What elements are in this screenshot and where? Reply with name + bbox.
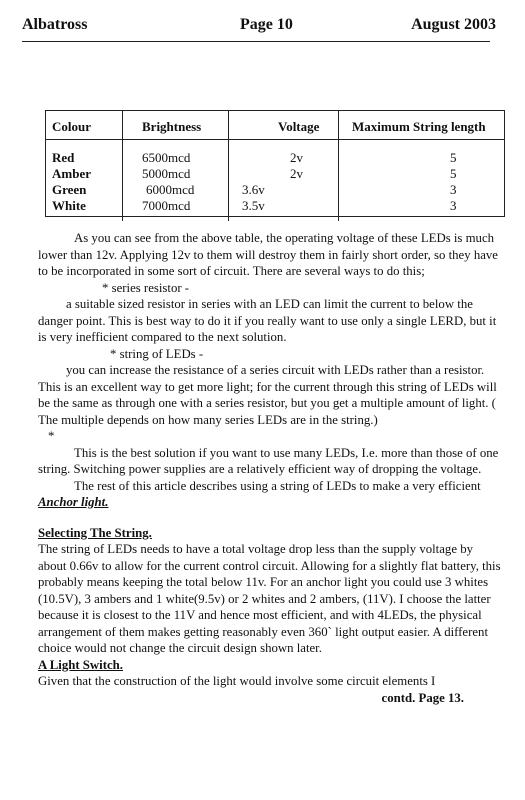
table-row — [46, 198, 504, 214]
publication-title: Albatross — [22, 16, 88, 33]
table-cell: Green — [52, 182, 87, 197]
page-header — [22, 16, 496, 40]
paragraph — [38, 478, 504, 511]
header-rule — [22, 41, 490, 42]
paragraph: you can increase the resistance of a series circuit with LEDs rather than a resistor. This is an excellent way to get more light; for the current through this string of LEDs will be the same as through one with a series resistor, but you get a multiple amount of light. ( The multiple depends on how many series LEDs are in the string.) — [38, 363, 497, 427]
anchor-light-link: Anchor light. — [38, 495, 109, 509]
table-cell: 6000mcd — [146, 182, 195, 197]
table-cell: 3 — [450, 182, 457, 197]
table-cell: 5 — [450, 150, 457, 165]
issue-date: August 2003 — [411, 16, 496, 33]
table-header-row — [46, 111, 504, 140]
col-voltage: Voltage — [278, 119, 320, 134]
section-heading: A Light Switch. — [38, 657, 123, 672]
table-cell: Amber — [52, 166, 91, 181]
table-row — [46, 182, 504, 198]
paragraph: Given that the construction of the light would involve some circuit elements I — [38, 674, 436, 688]
col-brightness: Brightness — [142, 119, 202, 134]
table-cell: 3.5v — [242, 198, 265, 213]
table-row — [46, 150, 504, 166]
table-cell: 3.6v — [242, 182, 265, 197]
bullet-label: * series resistor - — [102, 280, 190, 295]
col-colour: Colour — [52, 119, 91, 134]
table-row — [46, 166, 504, 182]
table-body — [46, 140, 504, 216]
article-body — [38, 230, 504, 706]
paragraph: The string of LEDs needs to have a total voltage drop less than the supply voltage by about 0.66v to allow for the current control circuit. Allowing for a slightly flat battery, this probably means keeping the total below 11v. For an anchor light you could use 3 whites (10.5V), 3 ambers and 1 white(9.5v) or 2 whites and 2 ambers, (11V). I choose the latter because it is closest to the 11V and hence most efficient, and with 4LEDs, the physical arrangement of them makes getting reasonably even 360` light output easier. A different choice would not change the circuit design shown later. — [38, 542, 501, 655]
page-number: Page 10 — [240, 16, 293, 33]
table-cell: 2v — [290, 150, 303, 165]
table-cell: 2v — [290, 166, 303, 181]
paragraph: a suitable sized resistor in series with an LED can limit the current to below the danger point. This is best way to do it if you really want to use only a single LERD, but it is very inefficient compared to the next solution. — [38, 297, 497, 344]
paragraph-text: The rest of this article describes using a string of LEDs to make a very efficient — [74, 478, 481, 493]
bullet-label: * — [48, 429, 55, 443]
bullet-label: * string of LEDs - — [110, 346, 204, 361]
paragraph: This is the best solution if you want to use many LEDs, I.e. more than those of one string. Switching power supplies are a relatively efficient way of dropping the voltage. — [38, 445, 499, 476]
table-cell: 6500mcd — [142, 150, 191, 165]
section-heading: Selecting The String. — [38, 525, 152, 540]
paragraph: As you can see from the above table, the operating voltage of these LEDs is much lower than 12v. Applying 12v to them will destroy them in fairly short order, so they have to be incorporated in some sort of circuit. There are several ways to do this; — [38, 231, 498, 278]
table-cell: 5 — [450, 166, 457, 181]
table-cell: White — [52, 198, 86, 213]
table-cell: 3 — [450, 198, 457, 213]
table-cell: 5000mcd — [142, 166, 191, 181]
col-max-string: Maximum String length — [352, 119, 486, 134]
continued-note: contd. Page 13. — [381, 690, 464, 705]
table-cell: Red — [52, 150, 75, 165]
led-table — [45, 110, 505, 217]
table-cell: 7000mcd — [142, 198, 191, 213]
